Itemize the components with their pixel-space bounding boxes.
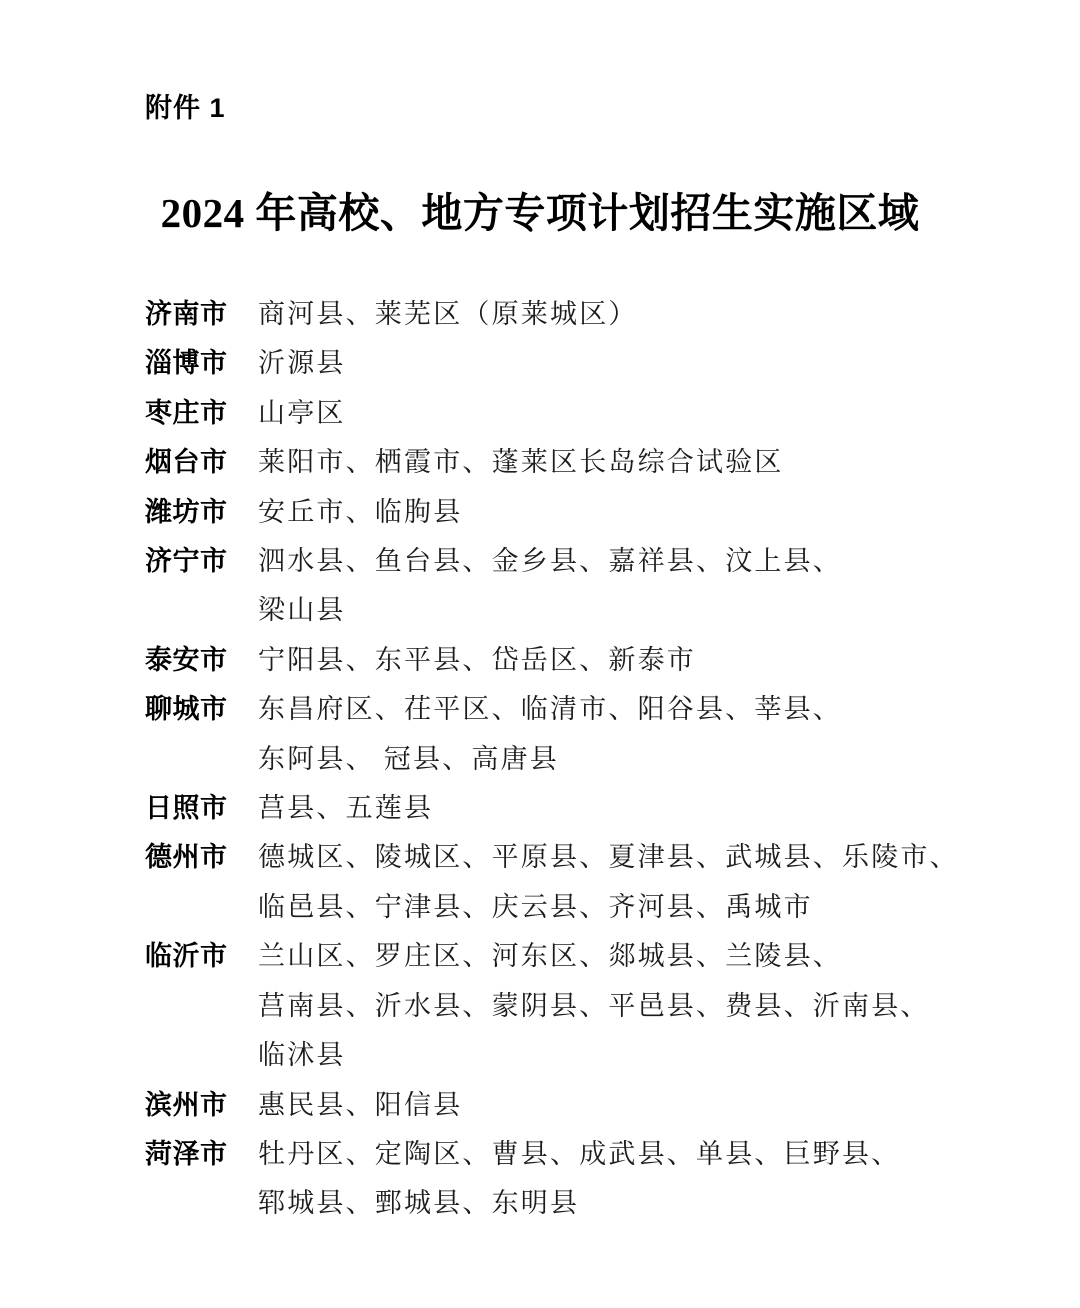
city-name: 聊城市 (145, 694, 228, 725)
region-lines (258, 290, 1045, 339)
region-lines (258, 389, 1045, 438)
city-name: 济宁市 (145, 546, 228, 577)
region-line: 梁山县 (258, 595, 346, 626)
region-lines (258, 784, 1045, 833)
city-name: 淄博市 (145, 348, 228, 379)
region-line: 泗水县、鱼台县、金乡县、嘉祥县、汶上县、 (258, 546, 842, 577)
region-row (145, 636, 1045, 685)
region-row (145, 833, 1045, 932)
region-line: 东阿县、 冠县、高唐县 (258, 743, 559, 774)
region-row (145, 438, 1045, 487)
region-line: 莱阳市、栖霞市、蓬莱区长岛综合试验区 (258, 447, 784, 478)
region-lines (258, 636, 1045, 685)
region-lines (258, 438, 1045, 487)
region-line: 临邑县、宁津县、庆云县、齐河县、禹城市 (258, 891, 813, 922)
region-lines (258, 537, 1045, 636)
region-line: 商河县、莱芜区（原莱城区） (258, 299, 638, 329)
region-line: 莒县、五莲县 (258, 793, 434, 824)
region-line: 安丘市、临朐县 (258, 496, 463, 527)
region-row (145, 290, 1045, 339)
region-line: 临沭县 (258, 1040, 346, 1071)
region-lines (258, 685, 1045, 784)
city-name: 德州市 (145, 842, 228, 873)
region-row (145, 389, 1045, 438)
city-name: 济南市 (145, 299, 228, 329)
page-title: 2024 年高校、地方专项计划招生实施区域 (160, 190, 920, 236)
attachment-label: 附件 1 (145, 93, 226, 123)
region-line: 沂源县 (258, 348, 346, 379)
city-name: 烟台市 (145, 447, 228, 478)
region-list (145, 290, 1045, 1229)
region-lines (258, 833, 1045, 932)
region-lines (258, 488, 1045, 537)
region-row (145, 1130, 1045, 1229)
region-line: 郓城县、鄄城县、东明县 (258, 1188, 580, 1219)
region-row (145, 537, 1045, 636)
region-line: 惠民县、阳信县 (258, 1089, 463, 1120)
region-row (145, 488, 1045, 537)
region-line: 东昌府区、茌平区、临清市、阳谷县、莘县、 (258, 694, 842, 725)
region-line: 宁阳县、东平县、岱岳区、新泰市 (258, 644, 696, 675)
region-lines (258, 932, 1045, 1080)
region-line: 牡丹区、定陶区、曹县、成武县、单县、巨野县、 (258, 1138, 901, 1169)
city-name: 泰安市 (145, 644, 228, 675)
city-name: 潍坊市 (145, 496, 228, 527)
region-lines (258, 1130, 1045, 1229)
region-lines (258, 1081, 1045, 1130)
region-lines (258, 339, 1045, 388)
region-row (145, 339, 1045, 388)
region-row (145, 1081, 1045, 1130)
region-row (145, 685, 1045, 784)
city-name: 日照市 (145, 793, 228, 824)
region-row (145, 932, 1045, 1080)
region-line: 德城区、陵城区、平原县、夏津县、武城县、乐陵市、 (258, 842, 959, 873)
city-name: 菏泽市 (145, 1138, 228, 1169)
city-name: 滨州市 (145, 1089, 228, 1120)
region-line: 莒南县、沂水县、蒙阴县、平邑县、费县、沂南县、 (258, 990, 930, 1021)
region-line: 山亭区 (258, 397, 346, 428)
city-name: 临沂市 (145, 941, 228, 972)
region-line: 兰山区、罗庄区、河东区、郯城县、兰陵县、 (258, 941, 842, 972)
region-row (145, 784, 1045, 833)
city-name: 枣庄市 (145, 397, 228, 428)
